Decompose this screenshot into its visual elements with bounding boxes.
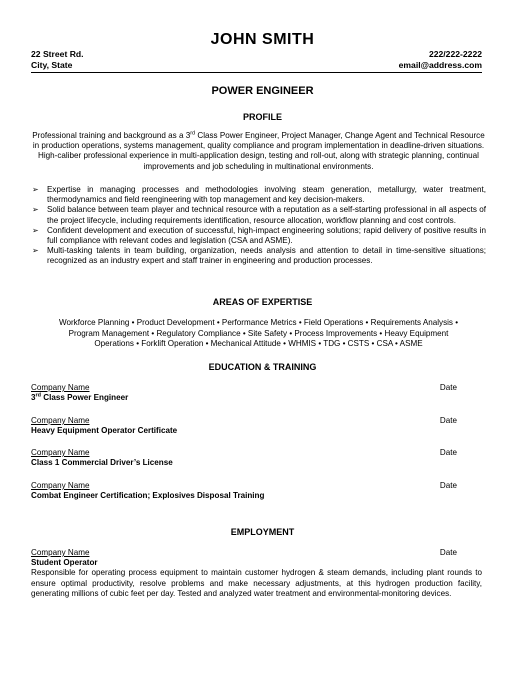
profile-bullet-text: Confident development and execution of successful, high-impact engineering solutions; rapid delivery of positive results in full compliance with relevant codes and legislation (CSA and ASME). [47, 225, 486, 246]
arrow-bullet-icon: ➢ [32, 225, 39, 235]
expertise-line: Workforce Planning • Product Development • Performance Metrics • Field Operations • Requirements Analysis • [58, 318, 459, 327]
certification: Class 1 Commercial Driver’s License [31, 458, 173, 468]
entry-date: Date [439, 383, 457, 392]
profile-bullet [31, 185, 486, 205]
arrow-bullet-icon: ➢ [32, 205, 39, 215]
job-role: Student Operator [31, 558, 98, 568]
education-entry [31, 481, 482, 501]
cert-pre: 3 [31, 393, 36, 403]
education-entry [31, 416, 482, 436]
entry-date: Date [439, 448, 457, 457]
job-description: Responsible for operating process equipment to maintain customer hydrogen & steam demands, including plant rounds to ensure optimal productivity, resolve problems and make necessary adjustments, at this hydrogen production facility, generating millions of cubic feet per day. Tested and analyzed water treatment and environmental-monitoring devices. [31, 568, 482, 598]
company-name: Company Name [31, 383, 90, 392]
expertise-line: Operations • Forklift Operation • Mechanical Attitude • WHMIS • TDG • CSTS • CSA • ASME [94, 339, 423, 349]
profile-bullet-text: Expertise in managing processes and methodologies involving steam generation, metallurgy, water treatment, thermodynamics and field reengineering with top management and key decision-makers. [47, 185, 486, 205]
profile-bullet [31, 205, 486, 225]
expertise-line: Program Management • Regulatory Compliance • Site Safety • Process Improvements • Heavy Equipment [68, 328, 449, 338]
job-title: POWER ENGINEER [211, 85, 314, 97]
expertise-list [31, 318, 486, 350]
company-name: Company Name [31, 416, 90, 425]
contact-block [31, 49, 482, 71]
profile-bullet-text: Solid balance between team player and technical resource with a reputation as a self-starting professional in all aspects of the project lifecycle, including requirements identification, resource allocation, workflow planning and cost controls. [47, 205, 486, 225]
profile-bullet-text: Multi-tasking talents in team building, organization, needs analysis and attention to detail in time-sensitive situations; recognized as an industry expert and staff trainer in engineering and production processes. [47, 246, 486, 266]
expertise-heading: AREAS OF EXPERTISE [212, 297, 313, 307]
employment-entry [31, 548, 482, 599]
certification [31, 393, 482, 403]
profile-bullets [31, 185, 486, 267]
entry-date: Date [439, 548, 457, 557]
profile-bullet [31, 226, 486, 246]
company-name: Company Name [31, 481, 90, 490]
email-address: email@address.com [398, 60, 482, 70]
header-divider [31, 72, 482, 73]
education-heading: EDUCATION & TRAINING [208, 362, 317, 372]
cert-post: Class Power Engineer [41, 393, 129, 403]
profile-intro-pre: Professional training and background as a 3 [32, 131, 191, 140]
profile-intro-post: Class Power Engineer, Project Manager, Change Agent and Technical Resource in production operations, systems management, quality compliance and program implementation in deadline-driven situations. High-caliber professional experience in multi-application design, testing and roll-out, along with strategic planning, continual improvements and job scheduling in multinational environments. [32, 131, 485, 171]
certification: Combat Engineer Certification; Explosives Disposal Training [31, 491, 265, 501]
profile-summary [31, 131, 486, 172]
certification: Heavy Equipment Operator Certificate [31, 426, 178, 436]
phone-number: 222/222-2222 [428, 49, 482, 59]
profile-bullet [31, 246, 486, 266]
profile-heading: PROFILE [242, 112, 282, 122]
company-name: Company Name [31, 548, 90, 557]
candidate-name: JOHN SMITH [210, 31, 315, 48]
entry-date: Date [439, 416, 457, 425]
cert-sup: rd [35, 392, 42, 399]
profile-intro-sup: rd [190, 130, 196, 137]
employment-heading: EMPLOYMENT [230, 527, 295, 537]
entry-date: Date [439, 481, 457, 490]
education-entry [31, 383, 482, 403]
address-line1: 22 Street Rd. [31, 49, 84, 59]
address-line2: City, State [31, 60, 73, 70]
company-name: Company Name [31, 448, 90, 457]
education-entry [31, 448, 482, 468]
arrow-bullet-icon: ➢ [32, 246, 39, 256]
arrow-bullet-icon: ➢ [32, 185, 39, 194]
